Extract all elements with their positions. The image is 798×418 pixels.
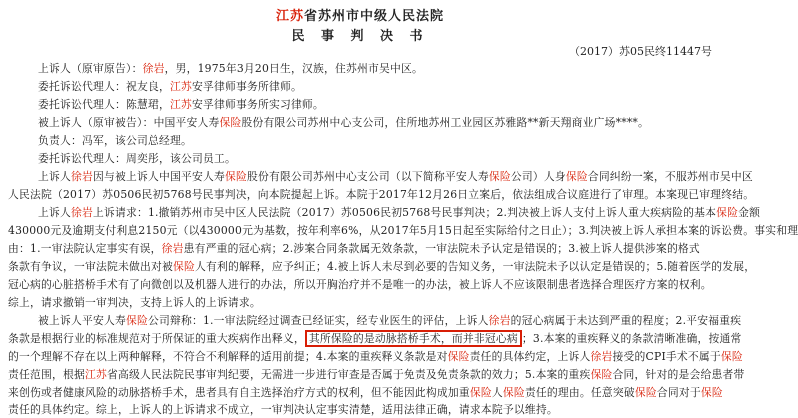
text-line [8, 61, 714, 77]
text-segment: 责任的具体约定，上诉人 [469, 350, 591, 363]
text-segment: 条款是根据行业的标准规范对于所保证的重大疾病作出释义， [8, 332, 305, 345]
text-line [8, 331, 742, 347]
highlighted-keyword: 徐岩 [161, 242, 184, 255]
text-segment: 430000元及逾期支付利息2150元（以430000元为基数，按年利率6%，从2017年5月15日起至实际给付之日止）；3.判决被上诉人承担本案的诉讼费。事实和理 [8, 224, 798, 237]
highlighted-keyword: 保险 [565, 170, 588, 183]
boxed-annotation: 其所保险的是动脉搭桥手术，而并非冠心病 [305, 330, 522, 347]
text-segment: 委托诉讼代理人：周奕彤，该公司员工。 [38, 152, 236, 165]
text-line [8, 97, 714, 113]
text-segment: 上诉人（原审原告）： [38, 62, 143, 75]
text-segment: 公司辩称：1.一审法院经过调查已经证实，经专业医生的评估，上诉人 [147, 314, 489, 327]
text-line [8, 187, 755, 203]
highlighted-keyword: 保险 [447, 350, 470, 363]
text-segment: 被上诉人（原审被告）：中国平安人寿 [38, 116, 220, 129]
highlighted-keyword: 徐岩 [71, 170, 93, 183]
text-segment: 上诉人 [38, 206, 71, 219]
text-line [8, 151, 714, 167]
highlighted-keyword: 徐岩 [488, 314, 511, 327]
highlighted-keyword: 保险 [502, 386, 525, 399]
text-line [8, 205, 761, 221]
text-segment: 来创伤或者健康风险的动脉搭桥手术，患者具有自主选择治疗方式的权利，但不能因此构成加重 [8, 386, 470, 399]
text-segment: 被上诉人平安人寿 [38, 314, 126, 327]
highlighted-keyword: 保险 [700, 386, 723, 399]
text-segment: 接受的CPI手术不属于 [612, 350, 721, 363]
highlighted-keyword: 保险 [172, 260, 195, 273]
text-segment: 条款有争议，一审法院未做出对被 [8, 260, 173, 273]
text-line [8, 277, 714, 293]
highlighted-keyword: 保险 [219, 116, 242, 129]
text-line [8, 133, 714, 149]
text-segment: 患有严重的冠心病；2.涉案合同条款属无效条款，一审法院未予认定是错误的；3.被上诉人提供涉案的格式 [183, 242, 700, 255]
text-segment: 责任的理由。任意突破 [524, 386, 635, 399]
text-segment: 金额 [738, 206, 761, 219]
text-segment: 责任范围，根据 [8, 368, 85, 381]
highlighted-keyword: 保险 [590, 368, 613, 381]
text-segment: 合同对于 [656, 386, 701, 399]
highlighted-keyword: 保险 [469, 386, 492, 399]
text-line [8, 115, 714, 131]
text-line [8, 79, 714, 95]
highlighted-keyword: 保险 [720, 350, 743, 363]
text-segment: 委托诉讼代理人：祝友良， [38, 80, 170, 93]
text-segment: 合同纠纷一案，不服苏州市吴中区 [587, 170, 753, 183]
text-segment: 合同，针对的是会给患者带 [612, 368, 745, 381]
text-segment: 委托诉讼代理人：陈慧珺， [38, 98, 170, 111]
text-line [8, 385, 723, 401]
text-line [8, 259, 756, 275]
text-line [8, 241, 714, 257]
document-type: 民 事 判 决 书 [291, 29, 429, 44]
text-line [8, 313, 742, 329]
highlighted-keyword: 保险 [716, 206, 739, 219]
text-line [8, 349, 743, 365]
court-title [0, 5, 720, 24]
text-segment: 负责人：冯军，该公司总经理。 [38, 134, 192, 147]
text-segment: 冠心病的心脏搭桥手术有了向微创以及机器人进行的办法，所以开胸治疗并不是唯一的办法，被上诉人不应该限制患者选择合理医疗方案的权利。 [8, 278, 712, 291]
court-title-rest: 省苏州市中级人民法院 [304, 9, 445, 24]
highlighted-keyword: 江苏 [169, 98, 192, 111]
text-segment: ，男，1975年3月20日生，汉族，住苏州市吴中区。 [164, 62, 424, 75]
text-segment: 人民法院（2017）苏0506民初5768号民事判决，向本院提起上诉。本院于2017年12月26日立案后，依法组成合议庭进行了审理。本案现已审理终结。 [8, 188, 755, 201]
highlighted-keyword: 江苏 [169, 80, 192, 93]
text-line [8, 367, 745, 383]
highlighted-keyword: 保险 [634, 386, 657, 399]
text-line [8, 295, 714, 311]
text-segment: 由：1.一审法院认定事实有误， [8, 242, 162, 255]
highlighted-keyword: 江苏 [84, 368, 107, 381]
text-segment: 股份有限公司苏州中心支公司（以下简称平安人寿 [246, 170, 489, 183]
text-segment: 人 [491, 386, 503, 399]
text-segment: 股份有限公司苏州中心支公司，住所地苏州工业园区苏雅路**新天翔商业广场****。 [241, 116, 650, 129]
text-segment: 安孚律师事务所实习律师。 [191, 98, 324, 111]
text-segment: 人有利的解释，应予纠正；4.被上诉人未尽到必要的告知义务，一审法院未予以认定是错误的；5.随着医学的发展， [194, 260, 756, 273]
highlighted-keyword: 徐岩 [590, 350, 613, 363]
highlighted-keyword: 徐岩 [71, 206, 93, 219]
text-segment: 省高级人民法院民事审判纪要，无需进一步进行审查是否属于免责及免责条款的效力；5.本案的重疾 [106, 368, 591, 381]
highlighted-keyword: 保险 [488, 170, 511, 183]
text-segment: 因与被上诉人中国平安人寿 [93, 170, 225, 183]
text-line [8, 169, 753, 185]
text-segment: 公司）人身 [510, 170, 566, 183]
highlighted-keyword: 徐岩 [142, 62, 165, 75]
highlighted-keyword: 保险 [125, 314, 148, 327]
text-segment: ；3.本案的重疾释义的条款清晰准确，按通常 [521, 332, 742, 345]
text-segment: 的一个理解不存在以上两种解释，不符合不利解释的适用前提；4.本案的重疾释义条款是对 [8, 350, 448, 363]
text-line [8, 402, 714, 418]
text-segment: 安孚律师事务所律师。 [191, 80, 302, 93]
text-segment: 责任的具体约定。综上，上诉人的上诉请求不成立，一审判决认定事实清楚，适用法律正确，请求本院予以维持。 [8, 403, 558, 416]
text-line [8, 223, 798, 239]
text-segment: 上诉请求：1.撤销苏州市吴中区人民法院（2017）苏0506民初5768号民事判决；2.判决被上诉人支付上诉人重大疾病险的基本 [93, 206, 717, 219]
text-segment: 上诉人 [38, 170, 71, 183]
case-number: （2017）苏05民终11447号 [569, 45, 712, 58]
text-segment: 综上，请求撤销一审判决，支持上诉人的上诉请求。 [8, 296, 261, 309]
text-segment: 的冠心病属于未达到严重的程度；2.平安福重疾 [510, 314, 742, 327]
court-title-highlight: 江苏 [275, 9, 304, 24]
highlighted-keyword: 保险 [224, 170, 247, 183]
